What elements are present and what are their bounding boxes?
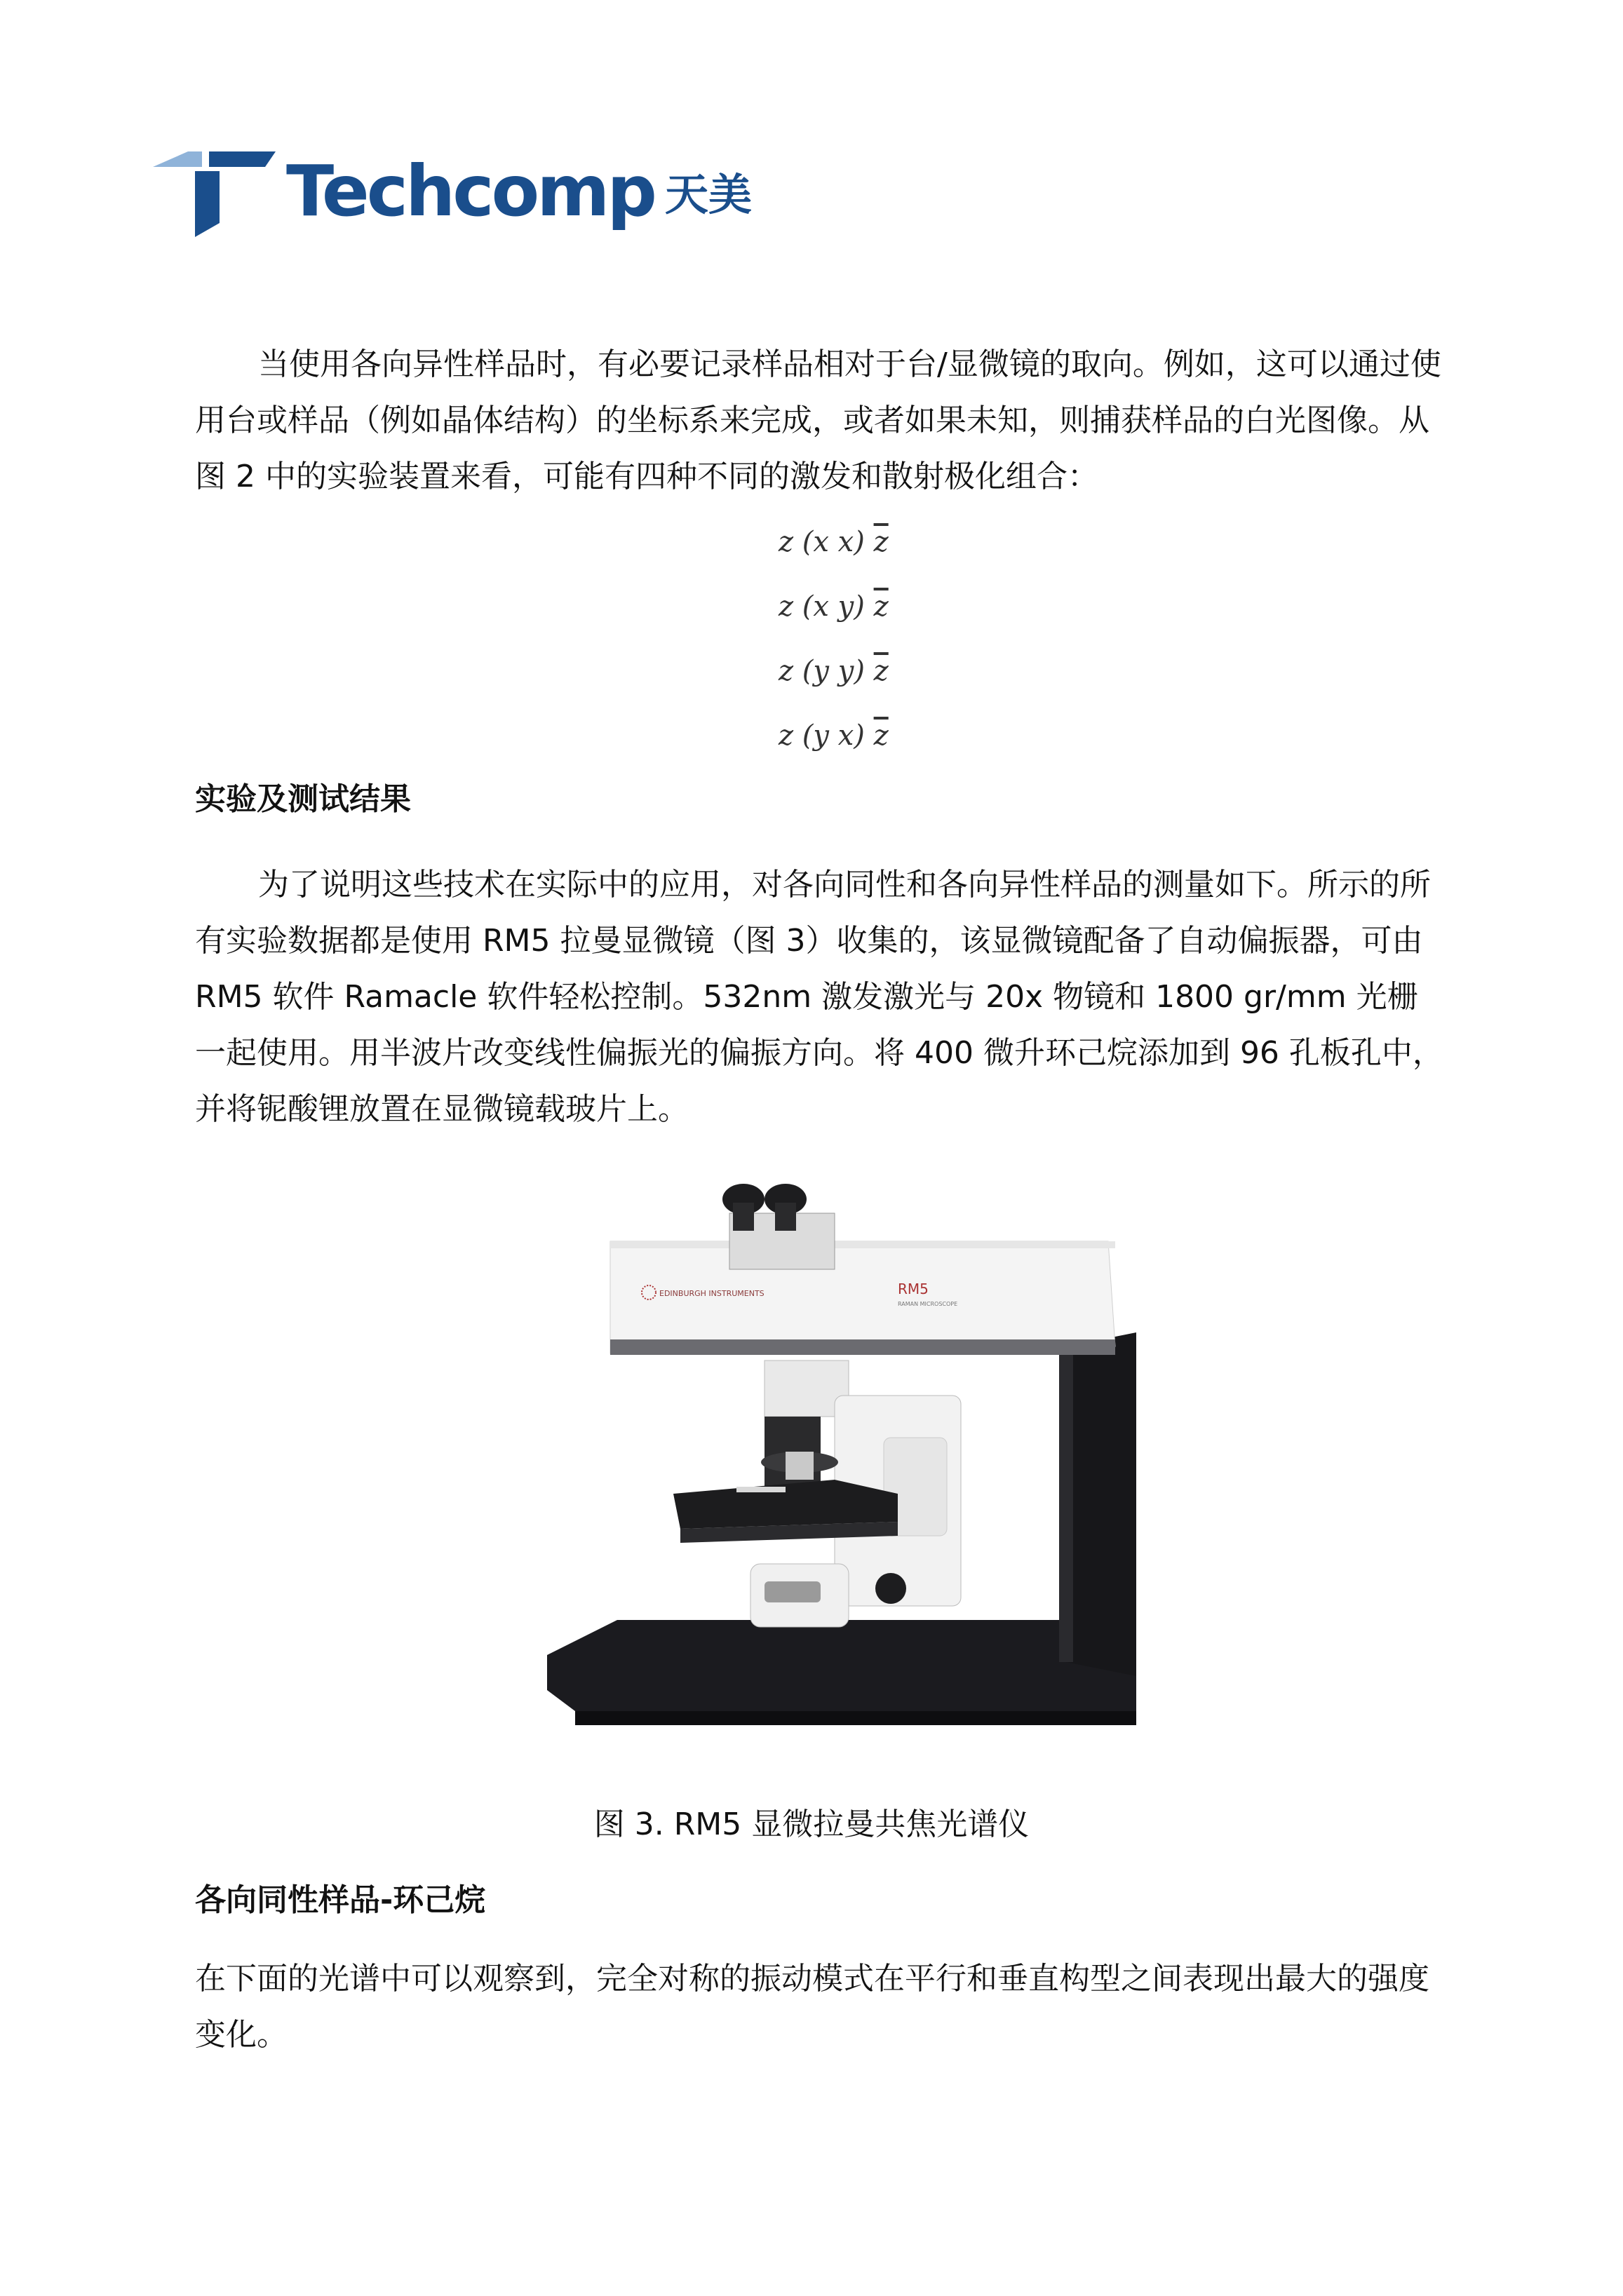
techcomp-logo-mark — [153, 146, 279, 237]
figure-brand-label: EDINBURGH INSTRUMENTS — [659, 1289, 765, 1298]
isotropic-paragraph: 在下面的光谱中可以观察到，完全对称的振动模式在平行和垂直构型之间表现出最大的强度变化。 — [195, 1961, 1429, 2053]
formula-4: z (y x) $\overline{z}$ — [779, 720, 889, 752]
formula-1: z (x x) $\overline{z}$ — [779, 526, 889, 558]
figure-model-label: RM5 — [898, 1281, 929, 1297]
section-heading-results: 实验及测试结果 — [195, 781, 411, 817]
figure-model-sub: RAMAN MICROSCOPE — [898, 1301, 958, 1307]
formula-2: z (x y) $\overline{z}$ — [779, 590, 889, 623]
section-heading-isotropic: 各向同性样品-环己烷 — [195, 1882, 486, 1918]
techcomp-logo — [153, 146, 770, 244]
rm5-microscope-image — [533, 1171, 1150, 1760]
results-paragraph: 为了说明这些技术在实际中的应用，对各向同性和各向异性样品的测量如下。所示的所有实验数据都是使用 RM5 拉曼显微镜（图 3）收集的，该显微镜配备了自动偏振器，可由 RM5 软件 Ramacle 软件轻松控制。532nm 激发激光与 20x 物镜和 1800 gr/mm 光栅一起使用。用半波片改变线性偏振光的偏振方向。将 400 微升环己烷添加到 96 孔板孔中，并将铌酸锂放置在显微镜载玻片上。 — [195, 867, 1443, 1127]
figure-caption: 图 3. RM5 显微拉曼共焦光谱仪 — [593, 1807, 1030, 1842]
intro-paragraph: 当使用各向异性样品时，有必要记录样品相对于台/显微镜的取向。例如，这可以通过使用台或样品（例如晶体结构）的坐标系来完成，或者如果未知，则捕获样品的白光图像。从图 2 中的实验装置来看，可能有四种不同的激发和散射极化组合： — [195, 346, 1441, 494]
logo-brand-cn: 天美 — [665, 169, 753, 220]
logo-brand-text: Techcomp — [286, 150, 654, 232]
formula-3: z (y y) $\overline{z}$ — [779, 655, 889, 687]
